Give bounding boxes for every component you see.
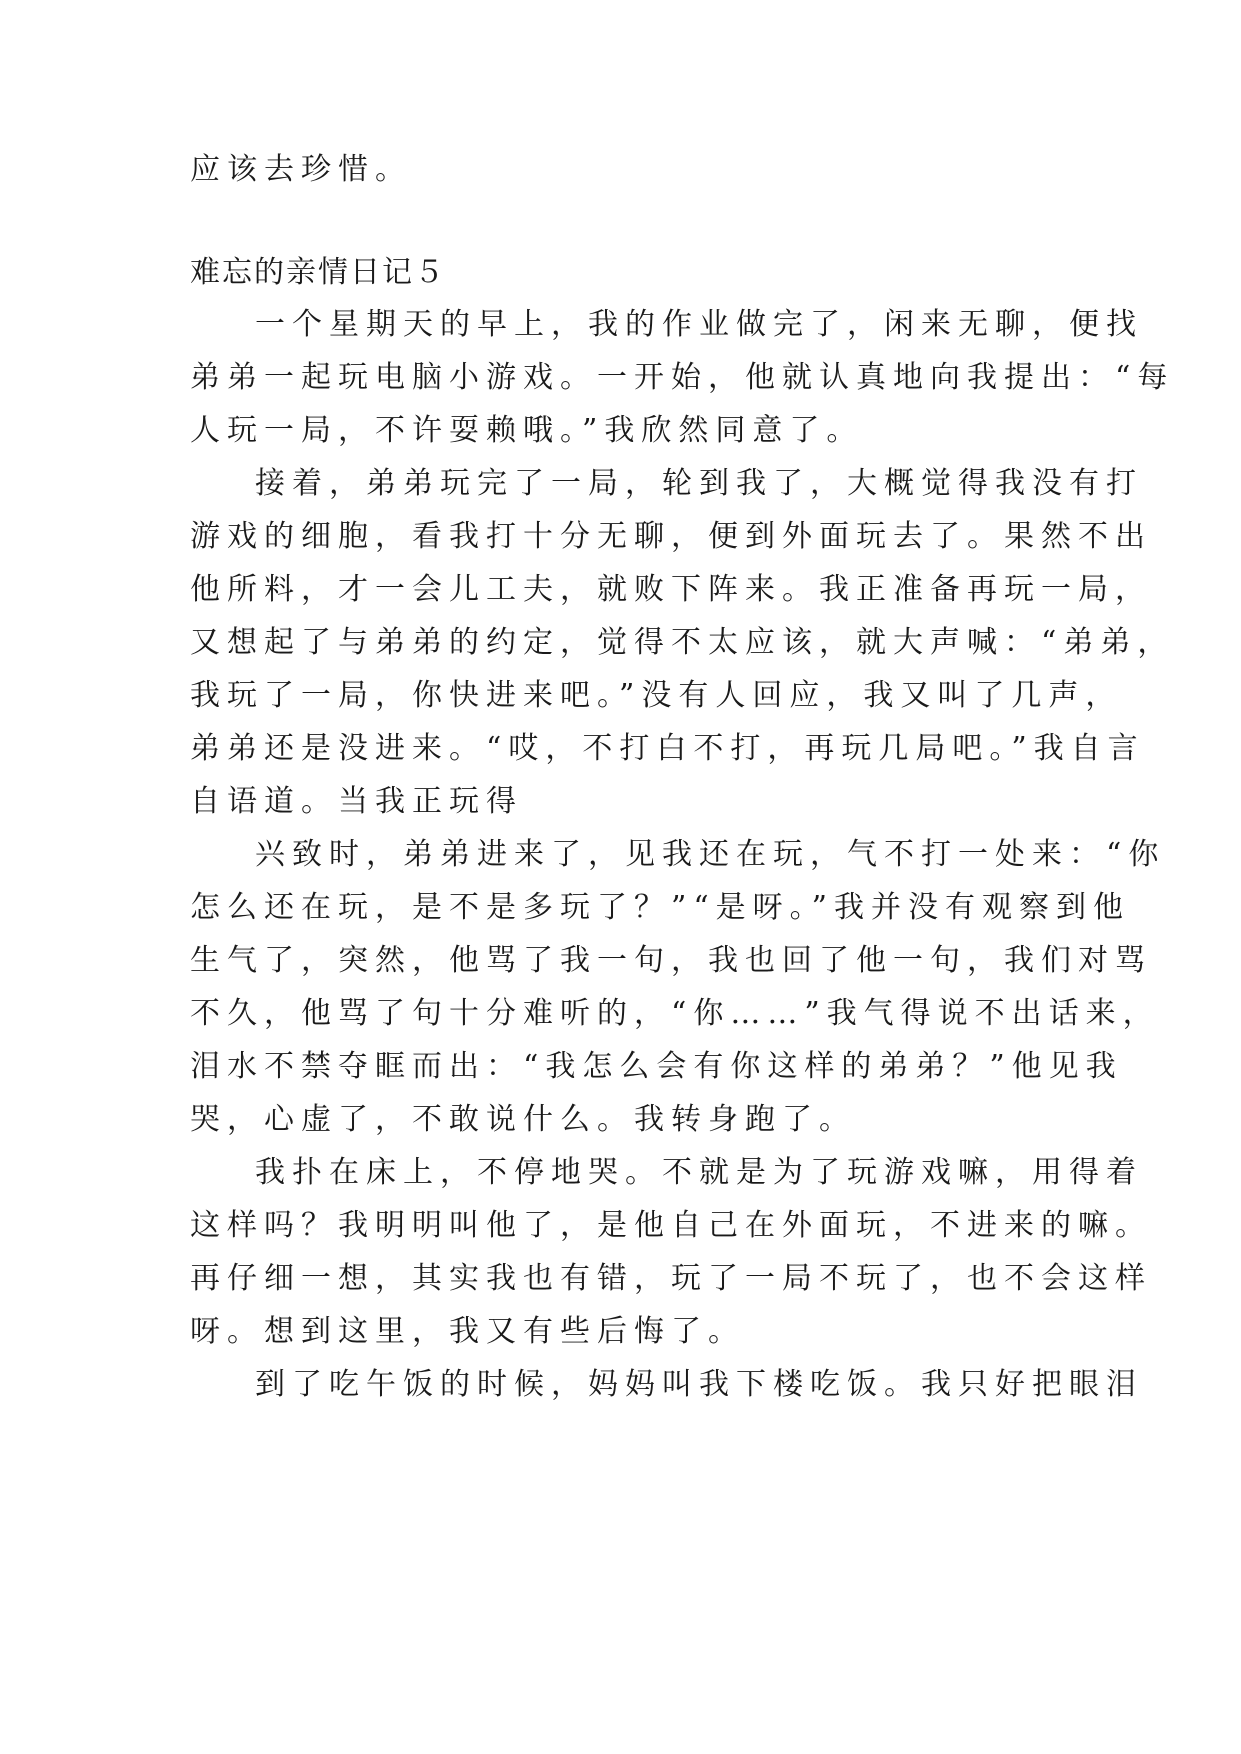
paragraph-line: 到了吃午饭的时候，妈妈叫我下楼吃饭。我只好把眼泪 bbox=[255, 1367, 1143, 1402]
paragraph-line: 兴致时，弟弟进来了，见我还在玩，气不打一处来：“你 bbox=[255, 837, 1166, 872]
paragraph-line: 他所料，才一会儿工夫，就败下阵来。我正准备再玩一局， bbox=[190, 572, 1152, 607]
paragraph-line: 游戏的细胞，看我打十分无聊，便到外面玩去了。果然不出 bbox=[190, 519, 1152, 554]
section-title: 难忘的亲情日记５ bbox=[190, 255, 446, 290]
paragraph-line: 不久，他骂了句十分难听的，“你……”我气得说不出话来， bbox=[190, 996, 1160, 1031]
paragraph-line: 怎么还在玩，是不是多玩了？”“是呀。”我并没有观察到他 bbox=[190, 890, 1131, 925]
paragraph-line: 再仔细一想，其实我也有错，玩了一局不玩了，也不会这样 bbox=[190, 1261, 1152, 1296]
paragraph-line: 哭，心虚了，不敢说什么。我转身跑了。 bbox=[190, 1102, 856, 1137]
paragraph-line: 接着，弟弟玩完了一局，轮到我了，大概觉得我没有打 bbox=[255, 466, 1143, 501]
paragraph-line: 这样吗？我明明叫他了，是他自己在外面玩，不进来的嘛。 bbox=[190, 1208, 1152, 1243]
paragraph-line: 又想起了与弟弟的约定，觉得不太应该，就大声喊：“弟弟， bbox=[190, 625, 1175, 660]
paragraph-line: 应该去珍惜。 bbox=[190, 152, 412, 187]
paragraph-line: 我玩了一局，你快进来吧。”没有人回应，我又叫了几声， bbox=[190, 678, 1123, 713]
paragraph-line: 泪水不禁夺眶而出：“我怎么会有你这样的弟弟？”他见我 bbox=[190, 1049, 1123, 1084]
paragraph-line: 我扑在床上，不停地哭。不就是为了玩游戏嘛，用得着 bbox=[255, 1155, 1143, 1190]
paragraph-line: 弟弟还是没进来。“哎，不打白不打，再玩几局吧。”我自言 bbox=[190, 731, 1145, 766]
paragraph-line: 生气了，突然，他骂了我一句，我也回了他一句，我们对骂 bbox=[190, 943, 1152, 978]
paragraph-line: 弟弟一起玩电脑小游戏。一开始，他就认真地向我提出：“每 bbox=[190, 360, 1175, 395]
paragraph-line: 呀。想到这里，我又有些后悔了。 bbox=[190, 1314, 745, 1349]
paragraph-line: 一个星期天的早上，我的作业做完了，闲来无聊，便找 bbox=[255, 307, 1143, 342]
paragraph-line: 自语道。当我正玩得 bbox=[190, 784, 523, 819]
paragraph-line: 人玩一局，不许耍赖哦。”我欣然同意了。 bbox=[190, 413, 864, 448]
